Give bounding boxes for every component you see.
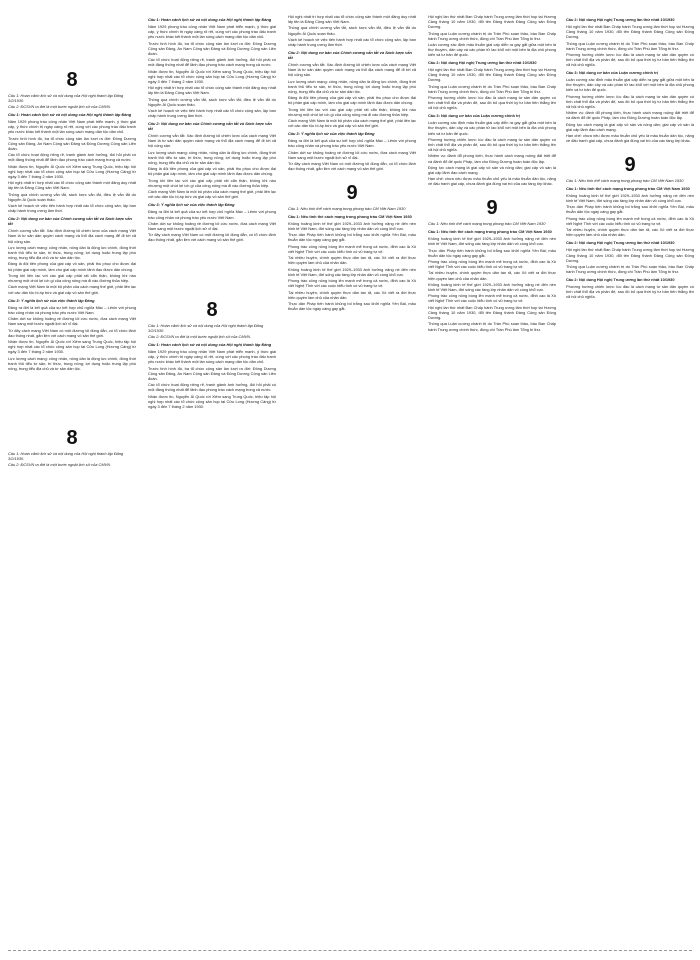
paragraph: Luận cương xác định mâu thuẫn giai cấp diễn ra gay gắt giữa một bên là thợ thuyền, dân cày và các phần tử lao khổ với một bên là địa chủ phong kiến và tư bản đế quốc. (428, 42, 556, 58)
column-4 (428, 14, 556, 946)
paragraph: Trước tình hình đó, ba tổ chức cộng sản lần lượt ra đời: Đông Dương Cộng sản Đảng, An Nam Cộng sản Đảng và Đông Dương Cộng sản Liên đoàn. (148, 365, 276, 381)
paragraph: Vạch kế hoạch về việc tiến hành hợp nhất các tổ chức cộng sản, lập ban chấp hành trung ương lâm thời. (8, 203, 136, 214)
paragraph: Phong trào công nông bùng lên mạnh mẽ trong cả nước, đỉnh cao là Xô viết Nghệ Tĩnh với các cuộc biểu tình có vũ trang tự vệ. (428, 258, 556, 270)
paragraph: Trước tình hình đó, ba tổ chức cộng sản lần lượt ra đời: Đông Dương Cộng sản Đảng, An Nam Cộng sản Đảng và Đông Dương Cộng sản Liên đoàn. (8, 135, 136, 151)
paragraph: Khủng hoảng kinh tế thế giới 1929–1933 ảnh hưởng nặng nề đến nền kinh tế Việt Nam, đời sống các tầng lớp nhân dân vô cùng khổ cực. (566, 192, 694, 203)
paragraph: Năm 1929 phong trào công nhân Việt Nam phát triển mạnh, ý thức giai cấp, ý thức chính trị ngày càng rõ rệt, cùng với các phong trào đấu tranh yêu nước khác kết thành một làn sóng cách mạng dân tộc dân chủ. (148, 24, 276, 40)
paragraph: Thực dân Pháp tiến hành khủng bố trắng sau khởi nghĩa Yên Bái, mâu thuẫn dân tộc ngày càng gay gắt. (566, 204, 694, 215)
paragraph: Phương hướng chiến lược: lúc đầu là cách mạng tư sản dân quyền có tính chất thổ địa và phản đế, sau đó bỏ qua thời kỳ tư bản tiến thẳng lên xã hội chủ nghĩa. (566, 93, 694, 109)
paragraph: Hội nghị lần thứ nhất Ban Chấp hành Trung ương lâm thời họp tại Hương Cảng tháng 10 năm 1930, đổi tên Đảng thành Đảng Cộng sản Đông Dương. (566, 24, 694, 40)
paragraph: Tại nhiều huyện, chính quyền thực dân tan rã, các Xô viết ra đời thực hiện quyền làm chủ của nhân dân. (288, 289, 416, 300)
paragraph: Hội nghị nhất trí hợp nhất các tổ chức cộng sản thành một đảng duy nhất lấy tên là Đảng Cộng sản Việt Nam. (8, 180, 136, 191)
paragraph: Nhận được tin, Nguyễn Ái Quốc rời Xiêm sang Trung Quốc, triệu tập hội nghị hợp nhất các tổ chức cộng sản họp tại Cửu Long (Hương Cảng) từ ngày 3 đến 7 tháng 2 năm 1930. (148, 68, 276, 84)
paragraph: Tại nhiều huyện, chính quyền thực dân tan rã, các Xô viết ra đời thực hiện quyền làm chủ của nhân dân. (566, 227, 694, 238)
paragraph: Nhận được tin, Nguyễn Ái Quốc rời Xiêm sang Trung Quốc, triệu tập hội nghị hợp nhất các tổ chức cộng sản họp tại Cửu Long (Hương Cảng) từ ngày 3 đến 7 tháng 2 năm 1930. (8, 339, 136, 355)
subquestion-line: Câu 1: Nêu tình thế cách mạng trong phong trào CM Việt Nam 1930 (288, 205, 406, 211)
paragraph: Chấm dứt sự khủng hoảng về đường lối cứu nước, đưa cách mạng Việt Nam sang một bước ngoặt lịch sử vĩ đại. (8, 316, 136, 327)
paragraph: Các tổ chức hoạt động riêng rẽ, tranh giành ảnh hưởng, đòi hỏi phải có một đảng thống nhất để lãnh đạo phong trào cách mạng trong cả nước. (8, 152, 136, 163)
page-bottom-divider (8, 950, 692, 951)
paragraph: Các tổ chức hoạt động riêng rẽ, tranh giành ảnh hưởng, đòi hỏi phải có một đảng thống nhất để lãnh đạo phong trào cách mạng trong cả nước. (148, 57, 276, 68)
paragraph: Hội nghị nhất trí hợp nhất các tổ chức cộng sản thành một đảng duy nhất lấy tên là Đảng Cộng sản Việt Nam. (288, 14, 416, 25)
paragraph: Vạch kế hoạch về việc tiến hành hợp nhất các tổ chức cộng sản, lập ban chấp hành trung ương lâm thời. (288, 36, 416, 48)
subquestion-line: Câu 2: ĐCSVN ra đời là một bước ngoặt lịch sử của CMVN. (148, 334, 252, 339)
page-number-marker: 8 (66, 69, 78, 91)
paragraph: Trước tình hình đó, ba tổ chức cộng sản lần lượt ra đời: Đông Dương Cộng sản Đảng, An Nam Cộng sản Đảng và Đông Dương Cộng sản Liên đoàn. (148, 40, 276, 56)
page-number-marker: 8 (66, 427, 78, 450)
section-heading: Câu 3: Nội dung cơ bản của Luận cương chính trị (566, 70, 659, 76)
subquestion-line: Câu 1: Nêu tình thế cách mạng trong phong trào CM Việt Nam 1930 (566, 177, 684, 183)
paragraph: Khủng hoảng kinh tế thế giới 1929–1933 ảnh hưởng nặng nề đến nền kinh tế Việt Nam, đời sống các tầng lớp nhân dân vô cùng khổ cực. (288, 266, 416, 277)
paragraph: Hội nghị lần thứ nhất Ban Chấp hành Trung ương lâm thời họp tại Hương Cảng tháng 10 năm 1930, đổi tên Đảng thành Đảng Cộng sản Đông Dương. (428, 14, 556, 30)
paragraph: Phong trào công nông bùng lên mạnh mẽ trong cả nước, đỉnh cao là Xô viết Nghệ Tĩnh với các cuộc biểu tình có vũ trang tự vệ. (288, 278, 416, 289)
section-heading: Câu 1: Nêu tình thế cách mạng trong phong trào CM Việt Nam 1930 (566, 185, 690, 191)
paragraph: Phương hướng chiến lược: lúc đầu là cách mạng tư sản dân quyền có tính chất thổ địa và phản đế, sau đó bỏ qua thời kỳ tư bản tiến thẳng lên xã hội chủ nghĩa. (428, 95, 556, 111)
paragraph: Thông qua chính cương vắn tắt, sách lược vắn tắt, điều lệ vắn tắt do Nguyễn Ái Quốc soạn thảo. (148, 96, 276, 107)
paragraph: Khủng hoảng kinh tế thế giới 1929–1933 ảnh hưởng nặng nề đến nền kinh tế Việt Nam, đời sống các tầng lớp nhân dân vô cùng khổ cực. (428, 236, 556, 247)
paragraph: Từ đây cách mạng Việt Nam có một đường lối đúng đắn, có tổ chức lãnh đạo thống nhất, gắn liền với cách mạng vô sản thế giới. (8, 327, 136, 338)
paragraph: Năm 1929 phong trào công nhân Việt Nam phát triển mạnh, ý thức giai cấp, ý thức chính trị ngày càng rõ rệt, cùng với các phong trào đấu tranh yêu nước khác kết thành một làn sóng cách mạng dân tộc dân chủ. (148, 349, 276, 365)
page-number-marker: 8 (206, 298, 218, 321)
paragraph: Nhiệm vụ: đánh đổ phong kiến, thực hành cách mạng ruộng đất triệt để và đánh đổ đế quốc Pháp, làm cho Đông Dương hoàn toàn độc lập. (428, 153, 556, 164)
section-heading: Câu 2: Nội dung cơ bản của Chính cương vắn tắt và Sách lược vắn tắt (8, 216, 132, 227)
paragraph: Phương hướng chiến lược: lúc đầu là cách mạng tư sản dân quyền có tính chất thổ địa và phản đế, sau đó bỏ qua thời kỳ tư bản tiến thẳng lên xã hội chủ nghĩa. (566, 52, 694, 68)
paragraph: Tại nhiều huyện, chính quyền thực dân tan rã, các Xô viết ra đời thực hiện quyền làm chủ của nhân dân. (428, 270, 556, 281)
paragraph: Chấm dứt sự khủng hoảng về đường lối cứu nước, đưa cách mạng Việt Nam sang một bước ngoặt lịch sử vĩ đại. (288, 149, 416, 160)
paragraph: Thực dân Pháp tiến hành khủng bố trắng sau khởi nghĩa Yên Bái, mâu thuẫn dân tộc ngày càng gay gắt. (288, 301, 416, 312)
column-5 (566, 14, 694, 946)
column-2 (148, 14, 276, 946)
paragraph: Hạn chế: chưa nêu được mâu thuẫn chủ yếu là mâu thuẫn dân tộc, nặng về đấu tranh giai cấp, chưa đánh giá đúng vai trò của các tầng lớp khác. (566, 133, 694, 144)
section-heading: Câu 1: Hoàn cảnh lịch sử và nội dung của Hội nghị thành lập Đảng (148, 342, 272, 348)
paragraph: Năm 1929 phong trào công nhân Việt Nam phát triển mạnh, ý thức giai cấp, ý thức chính trị ngày càng rõ rệt, cùng với các phong trào đấu tranh yêu nước khác kết thành một làn sóng cách mạng dân tộc dân chủ. (8, 119, 136, 135)
paragraph: Đảng ra đời là kết quả của sự kết hợp chủ nghĩa Mác – Lênin với phong trào công nhân và phong trào yêu nước Việt Nam. (8, 304, 136, 315)
paragraph: Đảng ra đời là kết quả của sự kết hợp chủ nghĩa Mác – Lênin với phong trào công nhân và phong trào yêu nước Việt Nam. (148, 209, 276, 220)
paragraph: Từ đây cách mạng Việt Nam có một đường lối đúng đắn, có tổ chức lãnh đạo thống nhất, gắn liền với cách mạng vô sản thế giới. (288, 161, 416, 172)
paragraph: Hội nghị lần thứ nhất Ban Chấp hành Trung ương lâm thời họp tại Hương Cảng tháng 10 năm 1930, đổi tên Đảng thành Đảng Cộng sản Đông Dương. (428, 67, 556, 83)
paragraph: Thông qua chính cương vắn tắt, sách lược vắn tắt, điều lệ vắn tắt do Nguyễn Ái Quốc soạn thảo. (288, 25, 416, 36)
paragraph: Đảng là đội tiên phong của giai cấp vô sản, phải thu phục cho được đại bộ phận giai cấp mình, làm cho giai cấp mình lãnh đạo được dân chúng. (8, 261, 136, 272)
paragraph: Vạch kế hoạch về việc tiến hành hợp nhất các tổ chức cộng sản, lập ban chấp hành trung ương lâm thời. (148, 108, 276, 119)
section-heading: Câu 3: Ý nghĩa lịch sử của việc thành lập Đảng (288, 131, 375, 137)
paragraph: Thông qua chính cương vắn tắt, sách lược vắn tắt, điều lệ vắn tắt do Nguyễn Ái Quốc soạn thảo. (8, 191, 136, 202)
paragraph: Phong trào công nông bùng lên mạnh mẽ trong cả nước, đỉnh cao là Xô viết Nghệ Tĩnh với các cuộc biểu tình có vũ trang tự vệ. (288, 243, 416, 254)
paragraph: Lực lượng cách mạng: công nhân, nông dân là động lực chính, đồng thời tranh thủ tiểu tư sản, trí thức, trung nông; lợi dụng hoặc trung lập phú nông, trung tiểu địa chủ và tư sản dân tộc. (148, 149, 276, 165)
paragraph: Nhận được tin, Nguyễn Ái Quốc rời Xiêm sang Trung Quốc, triệu tập hội nghị hợp nhất các tổ chức cộng sản họp tại Cửu Long (Hương Cảng) từ ngày 3 đến 7 tháng 2 năm 1930. (8, 163, 136, 179)
section-heading: Câu 1: Hoàn cảnh lịch sử và nội dung của Hội nghị thành lập Đảng (8, 112, 132, 118)
paragraph: Cách mạng Việt Nam là một bộ phận của cách mạng thế giới, phải liên lạc với các dân tộc bị áp bức và giai cấp vô sản thế giới. (288, 118, 416, 129)
page-number-marker: 9 (346, 181, 358, 204)
section-heading: Câu 1: Hoàn cảnh lịch sử và nội dung của Hội nghị thành lập Đảng (148, 17, 272, 22)
section-heading: Câu 2: Nội dung Hội nghị Trung ương lần thứ nhất 10/1930 (566, 240, 675, 246)
paragraph: Phương hướng chiến lược: lúc đầu là cách mạng tư sản dân quyền có tính chất thổ địa và phản đế, sau đó bỏ qua thời kỳ tư bản tiến thẳng lên xã hội chủ nghĩa. (428, 136, 556, 153)
paragraph: Tại nhiều huyện, chính quyền thực dân tan rã, các Xô viết ra đời thực hiện quyền làm chủ của nhân dân. (288, 255, 416, 266)
subquestion-line: Câu 1: Nêu tình thế cách mạng trong phong trào CM Việt Nam 1930 (428, 220, 546, 226)
paragraph: Đảng ra đời là kết quả của sự kết hợp chủ nghĩa Mác – Lênin với phong trào công nhân và phong trào yêu nước Việt Nam. (288, 138, 416, 149)
section-heading: Câu 2: Nội dung Hội nghị Trung ương lần thứ nhất 10/1930 (566, 17, 675, 22)
paragraph: Nhiệm vụ: đánh đổ phong kiến, thực hành cách mạng ruộng đất triệt để và đánh đổ đế quốc Pháp, làm cho Đông Dương hoàn toàn độc lập. (566, 110, 694, 121)
section-heading: Câu 2: Nội dung Hội nghị Trung ương lần thứ nhất 10/1930 (428, 60, 537, 66)
paragraph: Hội nghị lần thứ nhất Ban Chấp hành Trung ương lâm thời họp tại Hương Cảng tháng 10 năm 1930, đổi tên Đảng thành Đảng Cộng sản Đông Dương. (566, 247, 694, 263)
paragraph: Thông qua Luận cương chánh trị do Trần Phú soạn thảo, bầu Ban Chấp hành Trung ương chính thức, đồng chí Trần Phú làm Tổng bí thư. (566, 40, 694, 51)
paragraph: Nhận được tin, Nguyễn Ái Quốc rời Xiêm sang Trung Quốc, triệu tập hội nghị hợp nhất các tổ chức cộng sản họp tại Cửu Long (Hương Cảng) từ ngày 3 đến 7 tháng 2 năm 1930. (148, 393, 276, 409)
paragraph: Động lực cách mạng là giai cấp vô sản và nông dân; giai cấp vô sản là giai cấp lãnh đạo cách mạng. (428, 164, 556, 175)
paragraph: Khủng hoảng kinh tế thế giới 1929–1933 ảnh hưởng nặng nề đến nền kinh tế Việt Nam, đời sống các tầng lớp nhân dân vô cùng khổ cực. (288, 220, 416, 231)
paragraph: Thông qua Luận cương chánh trị do Trần Phú soạn thảo, bầu Ban Chấp hành Trung ương chính thức, đồng chí Trần Phú làm Tổng bí thư. (428, 321, 556, 332)
section-heading: Câu 2: Nội dung cơ bản của Chính cương vắn tắt và Sách lược vắn tắt (148, 121, 272, 132)
subquestion-line: Câu 2: ĐCSVN ra đời là một bước ngoặt lịch sử của CMVN. (8, 462, 112, 468)
paragraph: Lực lượng cách mạng: công nhân, nông dân là động lực chính, đồng thời tranh thủ tiểu tư sản, trí thức, trung nông; lợi dụng hoặc trung lập phú nông, trung tiểu địa chủ và tư sản dân tộc. (288, 78, 416, 94)
paragraph: Phong trào công nông bùng lên mạnh mẽ trong cả nước, đỉnh cao là Xô viết Nghệ Tĩnh với các cuộc biểu tình có vũ trang tự vệ. (428, 293, 556, 304)
paragraph: Đảng là đội tiên phong của giai cấp vô sản, phải thu phục cho được đại bộ phận giai cấp mình, làm cho giai cấp mình lãnh đạo được dân chúng. (148, 166, 276, 177)
paragraph: Động lực cách mạng là giai cấp vô sản và nông dân; giai cấp vô sản là giai cấp lãnh đạo cách mạng. (566, 121, 694, 132)
paragraph: Chính cương vắn tắt: Xác định đường lối chiến lược của cách mạng Việt Nam là tư sản dân quyền cách mạng và thổ địa cách mạng để đi tới xã hội cộng sản. (8, 228, 136, 244)
paragraph: Đảng là đội tiên phong của giai cấp vô sản, phải thu phục cho được đại bộ phận giai cấp mình, làm cho giai cấp mình lãnh đạo được dân chúng. (288, 95, 416, 106)
subquestion-line: Câu 2: ĐCSVN ra đời là một bước ngoặt lịch sử của CMVN. (8, 104, 112, 110)
section-heading: Câu 3: Ý nghĩa lịch sử của việc thành lập Đảng (148, 202, 235, 208)
paragraph: Chính cương vắn tắt: Xác định đường lối chiến lược của cách mạng Việt Nam là tư sản dân quyền cách mạng và thổ địa cách mạng để đi tới xã hội cộng sản. (148, 133, 276, 149)
page-number-marker: 9 (624, 153, 636, 176)
paragraph: Thông qua Luận cương chánh trị do Trần Phú soạn thảo, bầu Ban Chấp hành Trung ương chính thức, đồng chí Trần Phú làm Tổng bí thư. (428, 83, 556, 94)
section-heading: Câu 1: Nêu tình thế cách mạng trong phong trào CM Việt Nam 1930 (288, 213, 412, 219)
paragraph: Trong khi liên lạc với các giai cấp phải rất cẩn thận, không khi nào nhượng một chút lợi ích gì của công nông mà đi vào đường thỏa hiệp. (8, 272, 136, 284)
paragraph: Khủng hoảng kinh tế thế giới 1929–1933 ảnh hưởng nặng nề đến nền kinh tế Việt Nam, đời sống các tầng lớp nhân dân vô cùng khổ cực. (428, 281, 556, 292)
section-heading: Câu 2: Nội dung cơ bản của Chính cương vắn tắt và Sách lược vắn tắt (288, 50, 412, 61)
paragraph: Thực dân Pháp tiến hành khủng bố trắng sau khởi nghĩa Yên Bái, mâu thuẫn dân tộc ngày càng gay gắt. (428, 247, 556, 258)
paragraph: Cách mạng Việt Nam là một bộ phận của cách mạng thế giới, phải liên lạc với các dân tộc bị áp bức và giai cấp vô sản thế giới. (148, 189, 276, 200)
paragraph: Lực lượng cách mạng: công nhân, nông dân là động lực chính, đồng thời tranh thủ tiểu tư sản, trí thức, trung nông; lợi dụng hoặc trung lập phú nông, trung tiểu địa chủ và tư sản dân tộc. (8, 355, 136, 371)
paragraph: Phương hướng chiến lược: lúc đầu là cách mạng tư sản dân quyền có tính chất thổ địa và phản đế, sau đó bỏ qua thời kỳ tư bản tiến thẳng lên xã hội chủ nghĩa. (566, 284, 694, 300)
paragraph: Phong trào công nông bùng lên mạnh mẽ trong cả nước, đỉnh cao là Xô viết Nghệ Tĩnh với các cuộc biểu tình có vũ trang tự vệ. (566, 215, 694, 226)
page-number-marker: 9 (486, 196, 498, 219)
column-3 (288, 14, 416, 946)
paragraph: Hội nghị nhất trí hợp nhất các tổ chức cộng sản thành một đảng duy nhất lấy tên là Đảng Cộng sản Việt Nam. (148, 85, 276, 96)
subquestion-line: Câu 1: Hoàn cảnh lịch sử và nội dung của Hội nghị thành lập Đảng 3/2/1930. (8, 451, 124, 462)
paragraph: Cách mạng Việt Nam là một bộ phận của cách mạng thế giới, phải liên lạc với các dân tộc bị áp bức và giai cấp vô sản thế giới. (8, 284, 136, 295)
paragraph: Thông qua Luận cương chánh trị do Trần Phú soạn thảo, bầu Ban Chấp hành Trung ương chính thức, đồng chí Trần Phú làm Tổng bí thư. (428, 30, 556, 41)
paragraph: Chính cương vắn tắt: Xác định đường lối chiến lược của cách mạng Việt Nam là tư sản dân quyền cách mạng và thổ địa cách mạng để đi tới xã hội cộng sản. (288, 62, 416, 78)
subquestion-line: Câu 1: Hoàn cảnh lịch sử và nội dung của Hội nghị thành lập Đảng 3/2/1930. (148, 322, 264, 333)
paragraph: Thực dân Pháp tiến hành khủng bố trắng sau khởi nghĩa Yên Bái, mâu thuẫn dân tộc ngày càng gay gắt. (288, 232, 416, 243)
section-heading: Câu 3: Ý nghĩa lịch sử của việc thành lập Đảng (8, 297, 95, 303)
paragraph: Từ đây cách mạng Việt Nam có một đường lối đúng đắn, có tổ chức lãnh đạo thống nhất, gắn liền với cách mạng vô sản thế giới. (148, 232, 276, 243)
paragraph: Thông qua Luận cương chánh trị do Trần Phú soạn thảo, bầu Ban Chấp hành Trung ương chính thức, đồng chí Trần Phú làm Tổng bí thư. (566, 263, 694, 275)
paragraph: Lực lượng cách mạng: công nhân, nông dân là động lực chính, đồng thời tranh thủ tiểu tư sản, trí thức, trung nông; lợi dụng hoặc trung lập phú nông, trung tiểu địa chủ và tư sản dân tộc. (8, 244, 136, 261)
column-1 (8, 14, 136, 946)
section-heading: Câu 2: Nội dung Hội nghị Trung ương lần thứ nhất 10/1930 (566, 277, 675, 283)
paragraph: Hội nghị lần thứ nhất Ban Chấp hành Trung ương lâm thời họp tại Hương Cảng tháng 10 năm 1930, đổi tên Đảng thành Đảng Cộng sản Đông Dương. (428, 304, 556, 321)
subquestion-line: Câu 1: Hoàn cảnh lịch sử và nội dung của Hội nghị thành lập Đảng 3/2/1930. (8, 93, 124, 104)
paragraph: Trong khi liên lạc với các giai cấp phải rất cẩn thận, không khi nào nhượng một chút lợi ích gì của công nông mà đi vào đường thỏa hiệp. (288, 106, 416, 117)
paragraph: Chấm dứt sự khủng hoảng về đường lối cứu nước, đưa cách mạng Việt Nam sang một bước ngoặt lịch sử vĩ đại. (148, 220, 276, 231)
paragraph: Các tổ chức hoạt động riêng rẽ, tranh giành ảnh hưởng, đòi hỏi phải có một đảng thống nhất để lãnh đạo phong trào cách mạng trong cả nước. (148, 382, 276, 393)
paragraph: Hạn chế: chưa nêu được mâu thuẫn chủ yếu là mâu thuẫn dân tộc, nặng về đấu tranh giai cấp, chưa đánh giá đúng vai trò của các tầng lớp khác. (428, 176, 556, 187)
paragraph: Trong khi liên lạc với các giai cấp phải rất cẩn thận, không khi nào nhượng một chút lợi ích gì của công nông mà đi vào đường thỏa hiệp. (148, 177, 276, 188)
section-heading: Câu 3: Nội dung cơ bản của Luận cương chính trị (428, 113, 521, 119)
section-heading: Câu 1: Nêu tình thế cách mạng trong phong trào CM Việt Nam 1930 (428, 228, 552, 234)
paragraph: Luận cương xác định mâu thuẫn giai cấp diễn ra gay gắt giữa một bên là thợ thuyền, dân cày và các phần tử lao khổ với một bên là địa chủ phong kiến và tư bản đế quốc. (428, 120, 556, 136)
paragraph: Luận cương xác định mâu thuẫn giai cấp diễn ra gay gắt giữa một bên là thợ thuyền, dân cày và các phần tử lao khổ với một bên là địa chủ phong kiến và tư bản đế quốc. (566, 77, 694, 93)
